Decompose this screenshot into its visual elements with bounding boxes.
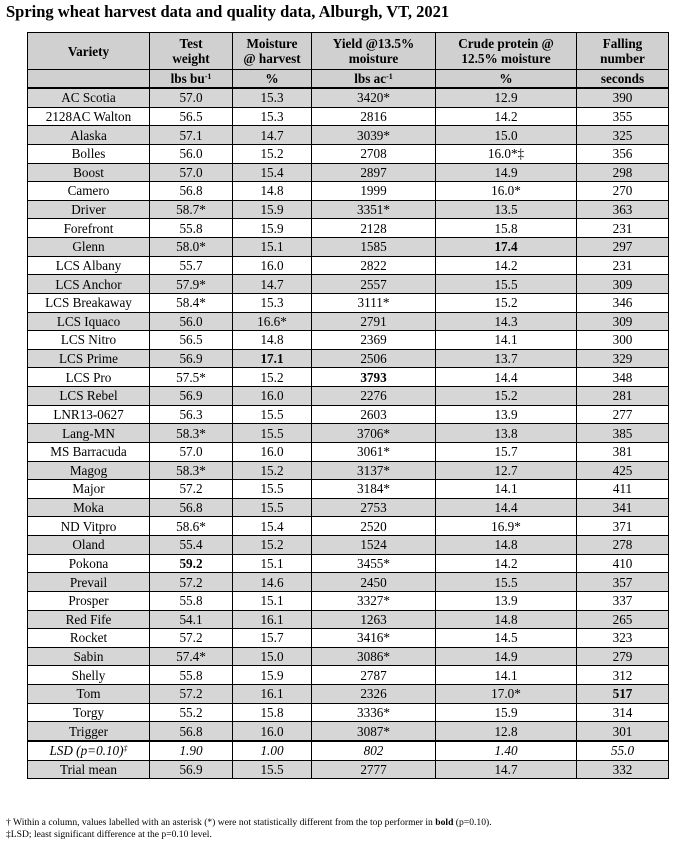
value-cell: 2897 (312, 163, 436, 182)
variety-cell: Shelly (28, 666, 150, 685)
value-cell: 277 (577, 405, 669, 424)
value-cell: 411 (577, 480, 669, 499)
value-cell: 348 (577, 368, 669, 387)
mean-value: 332 (577, 760, 669, 779)
value-cell: 346 (577, 293, 669, 312)
value-cell: 14.4 (436, 368, 577, 387)
value-cell: 312 (577, 666, 669, 685)
variety-cell: Driver (28, 200, 150, 219)
variety-cell: LCS Albany (28, 256, 150, 275)
value-cell: 2708 (312, 144, 436, 163)
value-cell: 15.9 (436, 703, 577, 722)
value-cell: 3793 (312, 368, 436, 387)
variety-cell: Forefront (28, 219, 150, 238)
value-cell: 57.5* (150, 368, 233, 387)
value-cell: 15.8 (436, 219, 577, 238)
table-row (28, 591, 669, 610)
table-row (28, 349, 669, 368)
table-row (28, 200, 669, 219)
value-cell: 2787 (312, 666, 436, 685)
value-cell: 3351* (312, 200, 436, 219)
value-cell: 385 (577, 424, 669, 443)
header-yield: Yield @13.5% moisture (312, 33, 436, 70)
variety-cell: LCS Iquaco (28, 312, 150, 331)
variety-cell: Lang-MN (28, 424, 150, 443)
table-row (28, 238, 669, 257)
value-cell: 15.8 (233, 703, 312, 722)
value-cell: 325 (577, 126, 669, 145)
value-cell: 57.2 (150, 629, 233, 648)
variety-cell: Magog (28, 461, 150, 480)
value-cell: 2822 (312, 256, 436, 275)
value-cell: 56.9 (150, 387, 233, 406)
header-crude-protein: Crude protein @ 12.5% moisture (436, 33, 577, 70)
value-cell: 2603 (312, 405, 436, 424)
variety-cell: LCS Breakaway (28, 293, 150, 312)
value-cell: 1999 (312, 182, 436, 201)
value-cell: 55.8 (150, 591, 233, 610)
value-cell: 16.6* (233, 312, 312, 331)
value-cell: 13.7 (436, 349, 577, 368)
value-cell: 2520 (312, 517, 436, 536)
value-cell: 15.9 (233, 666, 312, 685)
header-test-weight: Test weight (150, 33, 233, 70)
value-cell: 57.0 (150, 88, 233, 107)
value-cell: 17.1 (233, 349, 312, 368)
value-cell: 56.8 (150, 498, 233, 517)
value-cell: 14.6 (233, 573, 312, 592)
value-cell: 13.5 (436, 200, 577, 219)
variety-cell: LCS Nitro (28, 331, 150, 350)
lsd-value: 55.0 (577, 741, 669, 760)
value-cell: 15.5 (233, 498, 312, 517)
table-row (28, 554, 669, 573)
value-cell: 17.4 (436, 238, 577, 257)
value-cell: 231 (577, 219, 669, 238)
value-cell: 3061* (312, 442, 436, 461)
value-cell: 55.8 (150, 219, 233, 238)
value-cell: 56.3 (150, 405, 233, 424)
variety-cell: Boost (28, 163, 150, 182)
value-cell: 57.2 (150, 685, 233, 704)
value-cell: 2128 (312, 219, 436, 238)
table-row (28, 144, 669, 163)
value-cell: 297 (577, 238, 669, 257)
value-cell: 15.1 (233, 591, 312, 610)
trial-mean-row (28, 760, 669, 779)
lsd-label: LSD (p=0.10)‡ (28, 741, 150, 760)
value-cell: 56.0 (150, 144, 233, 163)
value-cell: 281 (577, 387, 669, 406)
value-cell: 2450 (312, 573, 436, 592)
value-cell: 12.7 (436, 461, 577, 480)
value-cell: 3086* (312, 647, 436, 666)
table-row (28, 293, 669, 312)
variety-cell: 2128AC Walton (28, 107, 150, 126)
value-cell: 314 (577, 703, 669, 722)
value-cell: 2506 (312, 349, 436, 368)
value-cell: 16.0 (233, 722, 312, 741)
value-cell: 55.8 (150, 666, 233, 685)
value-cell: 3336* (312, 703, 436, 722)
table-row (28, 666, 669, 685)
value-cell: 3455* (312, 554, 436, 573)
value-cell: 15.2 (436, 293, 577, 312)
value-cell: 13.8 (436, 424, 577, 443)
value-cell: 14.7 (233, 126, 312, 145)
table-row (28, 610, 669, 629)
value-cell: 58.6* (150, 517, 233, 536)
lsd-value: 1.00 (233, 741, 312, 760)
table-row (28, 368, 669, 387)
table-row (28, 312, 669, 331)
table-row (28, 647, 669, 666)
value-cell: 57.9* (150, 275, 233, 294)
table-row (28, 517, 669, 536)
lsd-value: 802 (312, 741, 436, 760)
value-cell: 3087* (312, 722, 436, 741)
variety-cell: Oland (28, 536, 150, 555)
value-cell: 59.2 (150, 554, 233, 573)
value-cell: 3111* (312, 293, 436, 312)
table-row (28, 256, 669, 275)
value-cell: 14.5 (436, 629, 577, 648)
value-cell: 15.5 (233, 405, 312, 424)
table-row (28, 461, 669, 480)
variety-cell: MS Barracuda (28, 442, 150, 461)
value-cell: 58.3* (150, 424, 233, 443)
table-row (28, 722, 669, 741)
value-cell: 58.4* (150, 293, 233, 312)
value-cell: 55.7 (150, 256, 233, 275)
value-cell: 15.1 (233, 554, 312, 573)
value-cell: 356 (577, 144, 669, 163)
value-cell: 15.0 (233, 647, 312, 666)
value-cell: 15.2 (233, 461, 312, 480)
value-cell: 55.2 (150, 703, 233, 722)
value-cell: 390 (577, 88, 669, 107)
value-cell: 14.8 (436, 610, 577, 629)
value-cell: 2816 (312, 107, 436, 126)
value-cell: 1524 (312, 536, 436, 555)
value-cell: 16.0*‡ (436, 144, 577, 163)
table-title: Spring wheat harvest data and quality data, Alburgh, VT, 2021 (6, 2, 450, 21)
header-variety: Variety (28, 33, 150, 70)
value-cell: 300 (577, 331, 669, 350)
value-cell: 16.1 (233, 610, 312, 629)
value-cell: 15.2 (233, 536, 312, 555)
value-cell: 3706* (312, 424, 436, 443)
value-cell: 2557 (312, 275, 436, 294)
variety-cell: LNR13-0627 (28, 405, 150, 424)
unit-moisture: % (233, 70, 312, 89)
unit-variety (28, 70, 150, 89)
value-cell: 15.7 (436, 442, 577, 461)
value-cell: 14.8 (436, 536, 577, 555)
variety-cell: Trigger (28, 722, 150, 741)
variety-cell: Camero (28, 182, 150, 201)
value-cell: 381 (577, 442, 669, 461)
value-cell: 14.2 (436, 107, 577, 126)
value-cell: 3184* (312, 480, 436, 499)
value-cell: 15.2 (436, 387, 577, 406)
header-moisture: Moisture @ harvest (233, 33, 312, 70)
value-cell: 278 (577, 536, 669, 555)
variety-cell: LCS Rebel (28, 387, 150, 406)
value-cell: 55.4 (150, 536, 233, 555)
table-row (28, 424, 669, 443)
table-row (28, 163, 669, 182)
value-cell: 56.8 (150, 182, 233, 201)
value-cell: 14.7 (233, 275, 312, 294)
value-cell: 425 (577, 461, 669, 480)
table-row (28, 275, 669, 294)
variety-cell: Glenn (28, 238, 150, 257)
value-cell: 15.9 (233, 219, 312, 238)
value-cell: 57.4* (150, 647, 233, 666)
value-cell: 56.0 (150, 312, 233, 331)
value-cell: 14.9 (436, 647, 577, 666)
table-row (28, 88, 669, 107)
variety-cell: LCS Pro (28, 368, 150, 387)
unit-crude-protein: % (436, 70, 577, 89)
value-cell: 2753 (312, 498, 436, 517)
table-row (28, 126, 669, 145)
value-cell: 14.3 (436, 312, 577, 331)
value-cell: 15.4 (233, 163, 312, 182)
value-cell: 410 (577, 554, 669, 573)
table-row (28, 442, 669, 461)
value-cell: 15.4 (233, 517, 312, 536)
unit-yield: lbs $ac^{-1}$ (312, 70, 436, 89)
value-cell: 15.5 (436, 573, 577, 592)
table-row (28, 685, 669, 704)
value-cell: 341 (577, 498, 669, 517)
variety-cell: Major (28, 480, 150, 499)
value-cell: 14.8 (233, 182, 312, 201)
value-cell: 298 (577, 163, 669, 182)
value-cell: 309 (577, 312, 669, 331)
value-cell: 16.9* (436, 517, 577, 536)
variety-cell: Bolles (28, 144, 150, 163)
table-row (28, 480, 669, 499)
value-cell: 15.2 (233, 368, 312, 387)
value-cell: 12.9 (436, 88, 577, 107)
lsd-value: 1.90 (150, 741, 233, 760)
value-cell: 3039* (312, 126, 436, 145)
value-cell: 15.3 (233, 88, 312, 107)
table-row (28, 703, 669, 722)
variety-cell: ND Vitpro (28, 517, 150, 536)
value-cell: 1263 (312, 610, 436, 629)
value-cell: 56.5 (150, 331, 233, 350)
value-cell: 16.0 (233, 442, 312, 461)
value-cell: 309 (577, 275, 669, 294)
variety-cell: Rocket (28, 629, 150, 648)
variety-cell: Sabin (28, 647, 150, 666)
value-cell: 14.2 (436, 554, 577, 573)
value-cell: 15.5 (233, 424, 312, 443)
value-cell: 323 (577, 629, 669, 648)
value-cell: 1585 (312, 238, 436, 257)
value-cell: 56.8 (150, 722, 233, 741)
value-cell: 371 (577, 517, 669, 536)
value-cell: 16.1 (233, 685, 312, 704)
value-cell: 15.0 (436, 126, 577, 145)
value-cell: 3327* (312, 591, 436, 610)
variety-cell: Tom (28, 685, 150, 704)
value-cell: 279 (577, 647, 669, 666)
mean-value: 2777 (312, 760, 436, 779)
lsd-value: 1.40 (436, 741, 577, 760)
value-cell: 329 (577, 349, 669, 368)
value-cell: 337 (577, 591, 669, 610)
value-cell: 17.0* (436, 685, 577, 704)
variety-cell: AC Scotia (28, 88, 150, 107)
value-cell: 231 (577, 256, 669, 275)
value-cell: 15.2 (233, 144, 312, 163)
value-cell: 14.8 (233, 331, 312, 350)
variety-cell: Prosper (28, 591, 150, 610)
unit-falling-number: seconds (577, 70, 669, 89)
mean-value: 56.9 (150, 760, 233, 779)
value-cell: 57.1 (150, 126, 233, 145)
unit-test-weight: lbs $bu^{-1}$ (150, 70, 233, 89)
variety-cell: Red Fife (28, 610, 150, 629)
value-cell: 2791 (312, 312, 436, 331)
value-cell: 16.0* (436, 182, 577, 201)
value-cell: 56.5 (150, 107, 233, 126)
variety-cell: Torgy (28, 703, 150, 722)
value-cell: 16.0 (233, 256, 312, 275)
variety-cell: LCS Prime (28, 349, 150, 368)
value-cell: 57.2 (150, 573, 233, 592)
variety-cell: Alaska (28, 126, 150, 145)
value-cell: 3420* (312, 88, 436, 107)
value-cell: 58.0* (150, 238, 233, 257)
value-cell: 15.5 (233, 480, 312, 499)
value-cell: 12.8 (436, 722, 577, 741)
value-cell: 355 (577, 107, 669, 126)
value-cell: 15.3 (233, 293, 312, 312)
table-row (28, 629, 669, 648)
value-cell: 13.9 (436, 591, 577, 610)
value-cell: 270 (577, 182, 669, 201)
table-row (28, 219, 669, 238)
value-cell: 3137* (312, 461, 436, 480)
table-row (28, 331, 669, 350)
value-cell: 14.2 (436, 256, 577, 275)
value-cell: 58.7* (150, 200, 233, 219)
table-row (28, 182, 669, 201)
mean-value: 14.7 (436, 760, 577, 779)
value-cell: 3416* (312, 629, 436, 648)
value-cell: 517 (577, 685, 669, 704)
value-cell: 58.3* (150, 461, 233, 480)
value-cell: 14.9 (436, 163, 577, 182)
header-row (28, 33, 669, 70)
value-cell: 2369 (312, 331, 436, 350)
footnotes (6, 817, 492, 841)
table-row (28, 387, 669, 406)
units-row (28, 70, 669, 89)
table-row (28, 107, 669, 126)
value-cell: 57.2 (150, 480, 233, 499)
value-cell: 57.0 (150, 163, 233, 182)
value-cell: 301 (577, 722, 669, 741)
variety-cell: Prevail (28, 573, 150, 592)
value-cell: 14.1 (436, 480, 577, 499)
value-cell: 54.1 (150, 610, 233, 629)
table-body (28, 88, 669, 779)
table-row (28, 536, 669, 555)
value-cell: 357 (577, 573, 669, 592)
value-cell: 15.7 (233, 629, 312, 648)
value-cell: 363 (577, 200, 669, 219)
value-cell: 57.0 (150, 442, 233, 461)
value-cell: 265 (577, 610, 669, 629)
mean-label: Trial mean (28, 760, 150, 779)
value-cell: 2326 (312, 685, 436, 704)
variety-cell: LCS Anchor (28, 275, 150, 294)
value-cell: 15.5 (436, 275, 577, 294)
value-cell: 15.3 (233, 107, 312, 126)
wheat-data-table (27, 32, 669, 779)
table-row (28, 573, 669, 592)
value-cell: 2276 (312, 387, 436, 406)
mean-value: 15.5 (233, 760, 312, 779)
lsd-row (28, 741, 669, 760)
value-cell: 14.4 (436, 498, 577, 517)
value-cell: 14.1 (436, 331, 577, 350)
value-cell: 15.9 (233, 200, 312, 219)
header-falling-number: Falling number (577, 33, 669, 70)
value-cell: 16.0 (233, 387, 312, 406)
table-row (28, 498, 669, 517)
value-cell: 56.9 (150, 349, 233, 368)
variety-cell: Pokona (28, 554, 150, 573)
value-cell: 13.9 (436, 405, 577, 424)
table-row (28, 405, 669, 424)
value-cell: 14.1 (436, 666, 577, 685)
footnote-significance: † Within a column, values labelled with an asterisk (*) were not statistically different from the top performer in bold (p=0.10). (6, 817, 492, 828)
value-cell: 15.1 (233, 238, 312, 257)
variety-cell: Moka (28, 498, 150, 517)
footnote-lsd: ‡LSD; least significant difference at the p=0.10 level. (6, 829, 212, 840)
